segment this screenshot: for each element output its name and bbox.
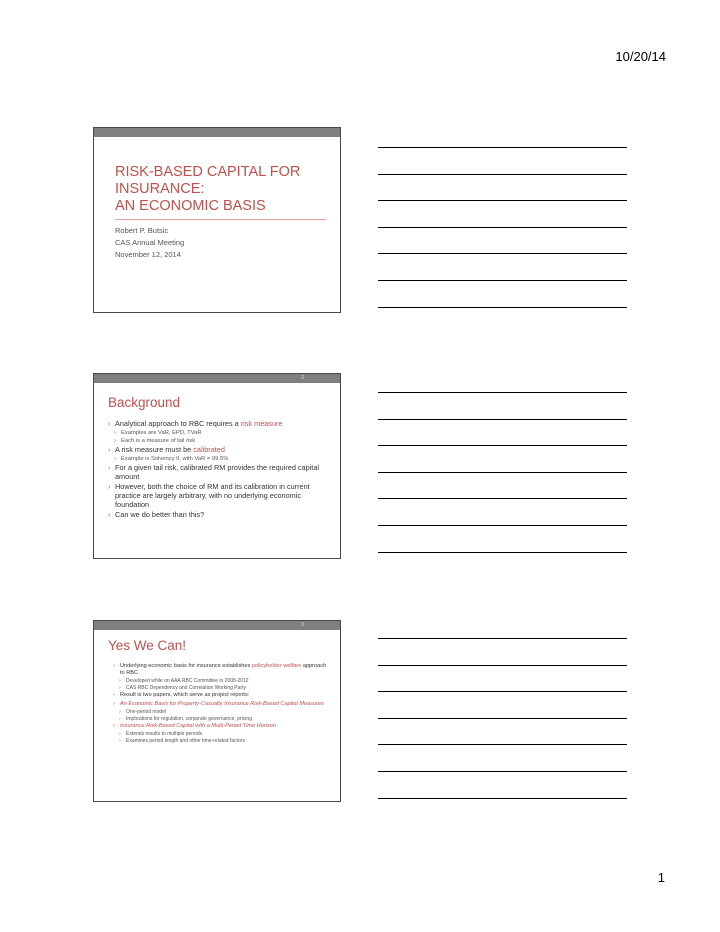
note-line [378, 665, 627, 666]
note-line [378, 771, 627, 772]
slide-subtitle [115, 225, 184, 261]
note-line [378, 307, 627, 308]
note-line [378, 419, 627, 420]
sub-bullet: › Extends results to multiple periods [113, 731, 330, 738]
bullet: › Analytical approach to RBC requires a risk measure [108, 419, 330, 428]
page-number: 1 [657, 870, 665, 885]
slide-title: Background [108, 395, 181, 410]
note-line [378, 227, 627, 228]
slide-header-bar [94, 621, 340, 630]
author: Robert P. Butsic [115, 226, 169, 235]
note-line [378, 798, 627, 799]
sub-bullet: › One-period model [113, 709, 330, 716]
note-line [378, 638, 627, 639]
sub-bullet: › Implications for regulation, corporate governance, pricing [113, 716, 330, 723]
notes-lines-2 [378, 392, 627, 578]
notes-lines-3 [378, 638, 627, 824]
bullet: › Insurance Risk-Based Capital with a Multi-Period Time Horizon [113, 723, 330, 730]
bullet: › For a given tail risk, calibrated RM provides the required capital amount [108, 463, 330, 481]
note-line [378, 253, 627, 254]
sub-bullet: › Examples are VaR, EPD, TVaR [108, 429, 330, 437]
bullet: › An Economic Basis for Property-Casualty Insurance Risk-Based Capital Measures [113, 701, 330, 708]
note-line [378, 691, 627, 692]
header-date: 10/20/14 [615, 49, 666, 64]
bullet-list [113, 663, 330, 745]
slide-title: Yes We Can! [108, 638, 187, 653]
bullet: › Underlying economic basis for insurance establishes policyholder welfare approach to RBC [113, 663, 330, 677]
slide-number: 2 [301, 375, 304, 381]
note-line [378, 445, 627, 446]
sub-bullet: › Examines period length and other time-related factors [113, 738, 330, 745]
sub-bullet: › Developed while on AAA RBC Committee in 2008-2012 [113, 678, 330, 685]
slide-title [115, 164, 330, 215]
slide-2 [93, 373, 341, 559]
sub-bullet: › Each is a measure of tail risk [108, 437, 330, 445]
bullet-list [108, 419, 330, 520]
note-line [378, 392, 627, 393]
note-line [378, 472, 627, 473]
title-line: AN ECONOMIC BASIS [115, 198, 266, 214]
title-divider [115, 219, 326, 220]
note-line [378, 718, 627, 719]
event: CAS Annual Meeting [115, 238, 185, 247]
title-line: RISK-BASED CAPITAL FOR [115, 164, 301, 180]
note-line [378, 744, 627, 745]
note-line [378, 280, 627, 281]
bullet: › However, both the choice of RM and its calibration in current practice are largely arbitrary, with no underlying economic foundation [108, 482, 330, 509]
note-line [378, 552, 627, 553]
note-line [378, 525, 627, 526]
note-line [378, 200, 627, 201]
slide-header-bar [94, 374, 340, 383]
title-line: INSURANCE: [115, 181, 205, 197]
note-line [378, 498, 627, 499]
note-line [378, 174, 627, 175]
bullet: › Result is two papers, which serve as project reports: [113, 692, 330, 699]
slide-header-bar [94, 128, 340, 137]
bullet: › Can we do better than this? [108, 510, 330, 519]
slide-number: 3 [301, 622, 304, 628]
note-line [378, 147, 627, 148]
bullet: › A risk measure must be calibrated [108, 445, 330, 454]
event-date: November 12, 2014 [115, 250, 181, 259]
slide-3 [93, 620, 341, 802]
slide-1 [93, 127, 341, 313]
sub-bullet: › Example is Solvency II, with VaR = 99.5% [108, 455, 330, 463]
sub-bullet: › CAS RBC Dependency and Correlation Working Party [113, 685, 330, 692]
notes-lines-1 [378, 147, 627, 333]
